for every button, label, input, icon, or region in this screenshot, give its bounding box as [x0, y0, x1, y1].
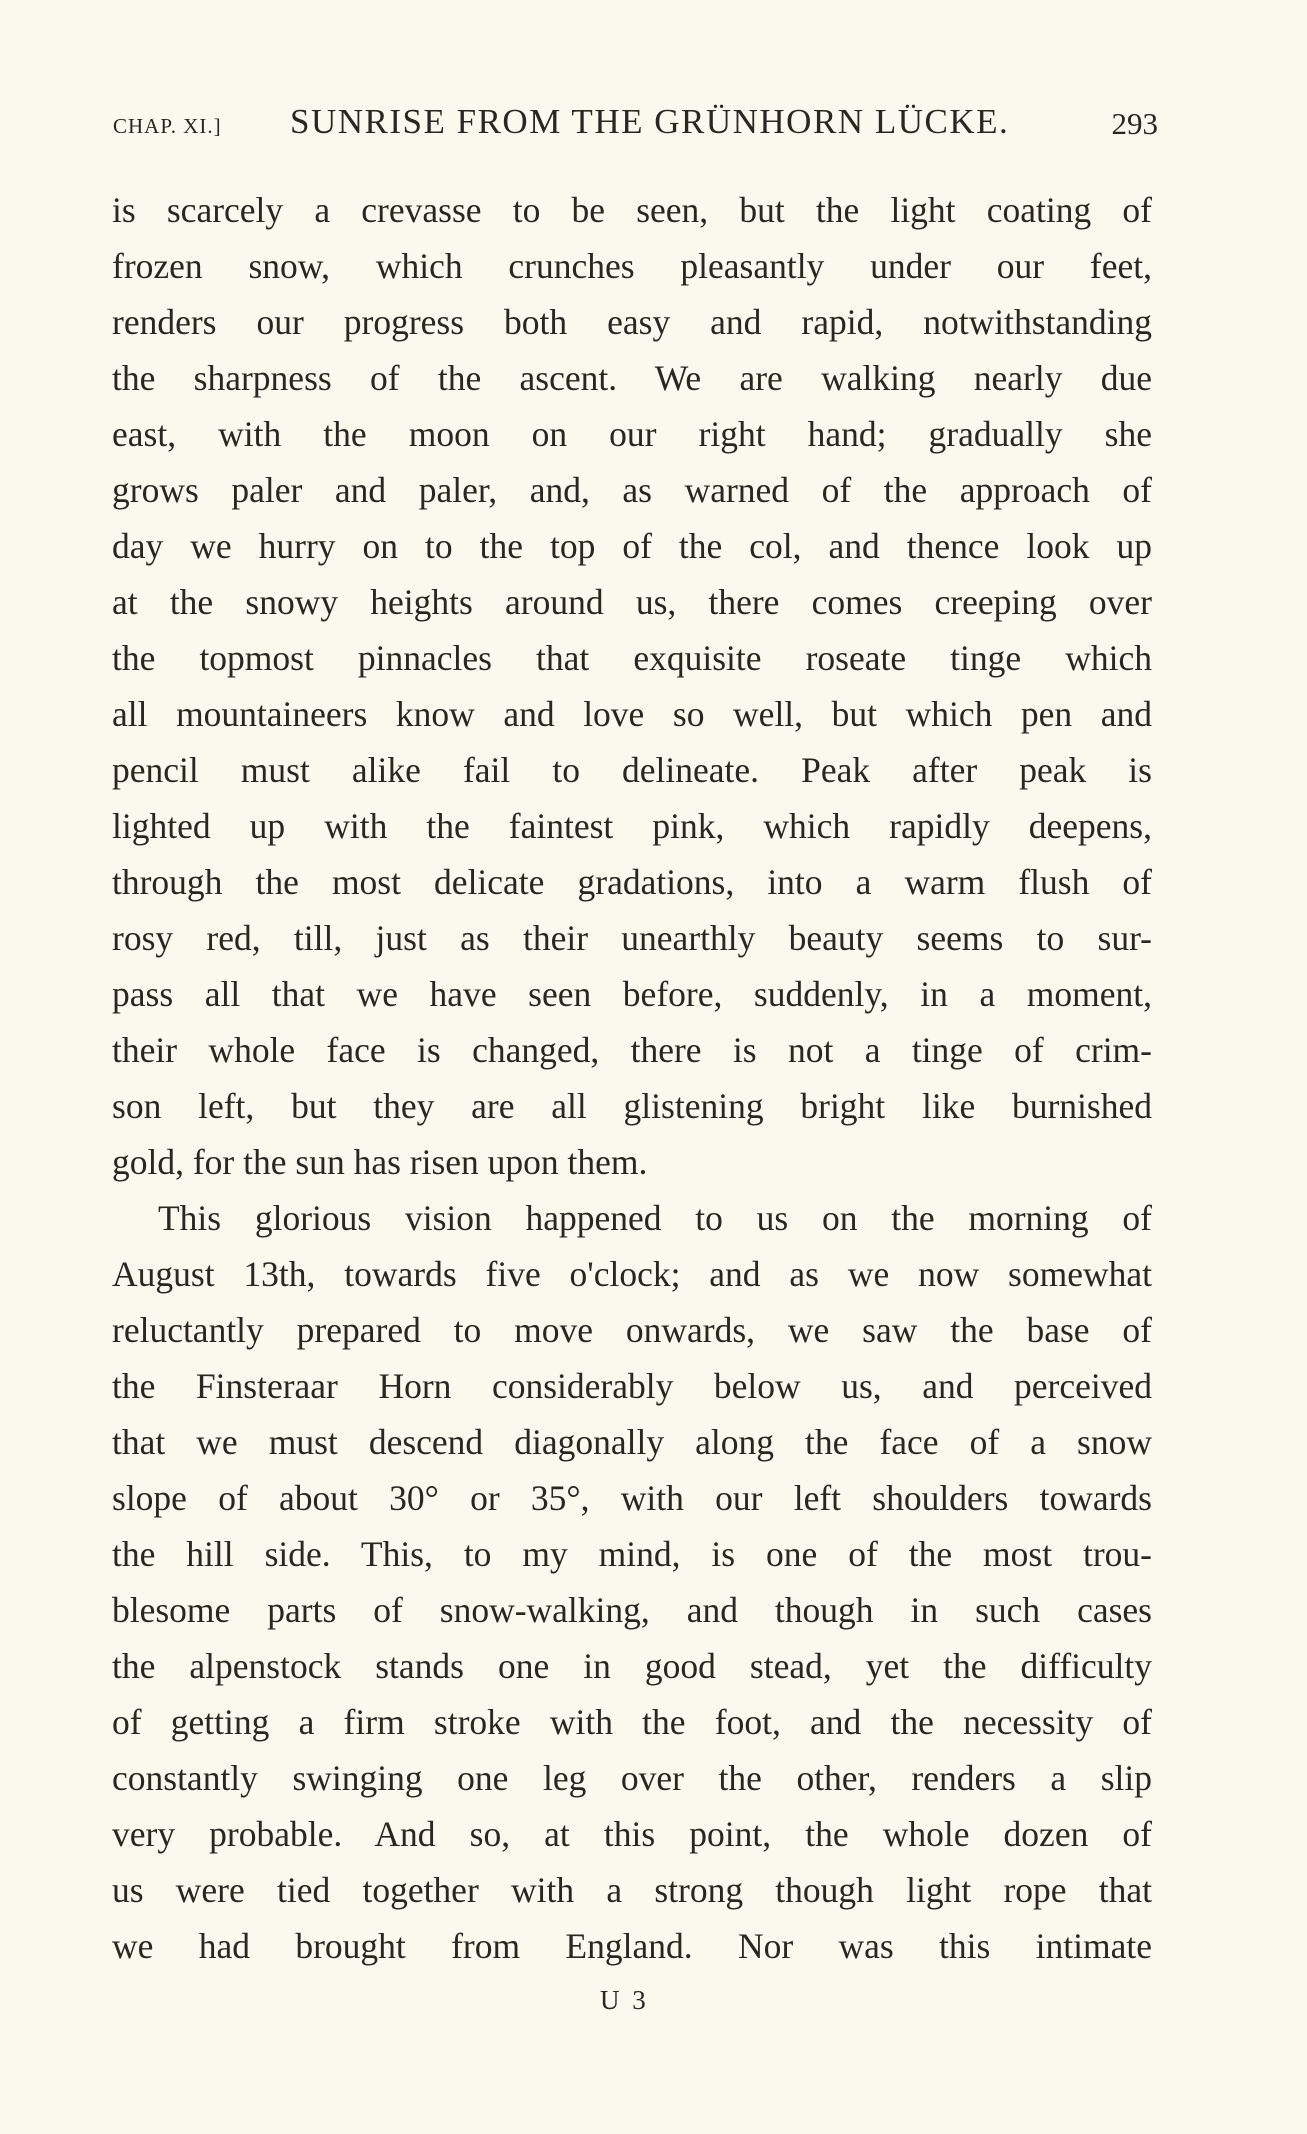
text-line: frozen snow, which crunches pleasantly under our feet,: [112, 246, 1152, 286]
text-line: is scarcely a crevasse to be seen, but the light coating of: [112, 190, 1152, 230]
text-line: us were tied together with a strong though light rope that: [112, 1870, 1152, 1910]
text-line: pencil must alike fail to delineate. Peak after peak is: [112, 750, 1152, 790]
text-line: of getting a firm stroke with the foot, and the necessity of: [112, 1702, 1152, 1742]
body-text: [112, 182, 1152, 1974]
text-line: all mountaineers know and love so well, but which pen and: [112, 694, 1152, 734]
text-line: at the snowy heights around us, there comes creeping over: [112, 582, 1152, 622]
text-line: constantly swinging one leg over the other, renders a slip: [112, 1758, 1152, 1798]
text-line: that we must descend diagonally along the face of a snow: [112, 1422, 1152, 1462]
running-title: SUNRISE FROM THE GRÜNHORN LÜCKE.: [290, 102, 1010, 141]
running-header: [113, 102, 1158, 152]
text-line: gold, for the sun has risen upon them.: [112, 1142, 648, 1182]
text-line: the hill side. This, to my mind, is one of the most trou-: [112, 1534, 1152, 1574]
text-line: rosy red, till, just as their unearthly beauty seems to sur-: [112, 918, 1152, 958]
text-line: pass all that we have seen before, suddenly, in a moment,: [112, 974, 1152, 1014]
text-line: the sharpness of the ascent. We are walking nearly due: [112, 358, 1152, 398]
text-line: through the most delicate gradations, into a warm flush of: [112, 862, 1152, 902]
text-line: the topmost pinnacles that exquisite roseate tinge which: [112, 638, 1152, 678]
text-line: renders our progress both easy and rapid, notwithstanding: [112, 302, 1152, 342]
text-line: August 13th, towards five o'clock; and as we now somewhat: [112, 1254, 1152, 1294]
text-line: their whole face is changed, there is not a tinge of crim-: [112, 1030, 1152, 1070]
text-line: reluctantly prepared to move onwards, we saw the base of: [112, 1310, 1152, 1350]
text-line: lighted up with the faintest pink, which rapidly deepens,: [112, 806, 1152, 846]
text-line: This glorious vision happened to us on the morning of: [158, 1198, 1152, 1238]
text-line: blesome parts of snow-walking, and though in such cases: [112, 1590, 1152, 1630]
signature-mark: U 3: [600, 1985, 649, 2015]
text-line: we had brought from England. Nor was this intimate: [112, 1926, 1152, 1966]
chapter-label: CHAP. XI.]: [113, 114, 222, 138]
text-line: day we hurry on to the top of the col, and thence look up: [112, 526, 1152, 566]
page-number: 293: [1111, 106, 1158, 141]
text-line: slope of about 30° or 35°, with our left shoulders towards: [112, 1478, 1152, 1518]
text-line: east, with the moon on our right hand; gradually she: [112, 414, 1152, 454]
text-line: grows paler and paler, and, as warned of the approach of: [112, 470, 1152, 510]
text-line: very probable. And so, at this point, the whole dozen of: [112, 1814, 1152, 1854]
text-line: the Finsteraar Horn considerably below us, and perceived: [112, 1366, 1152, 1406]
text-line: the alpenstock stands one in good stead, yet the difficulty: [112, 1646, 1152, 1686]
text-line: son left, but they are all glistening bright like burnished: [112, 1086, 1152, 1126]
